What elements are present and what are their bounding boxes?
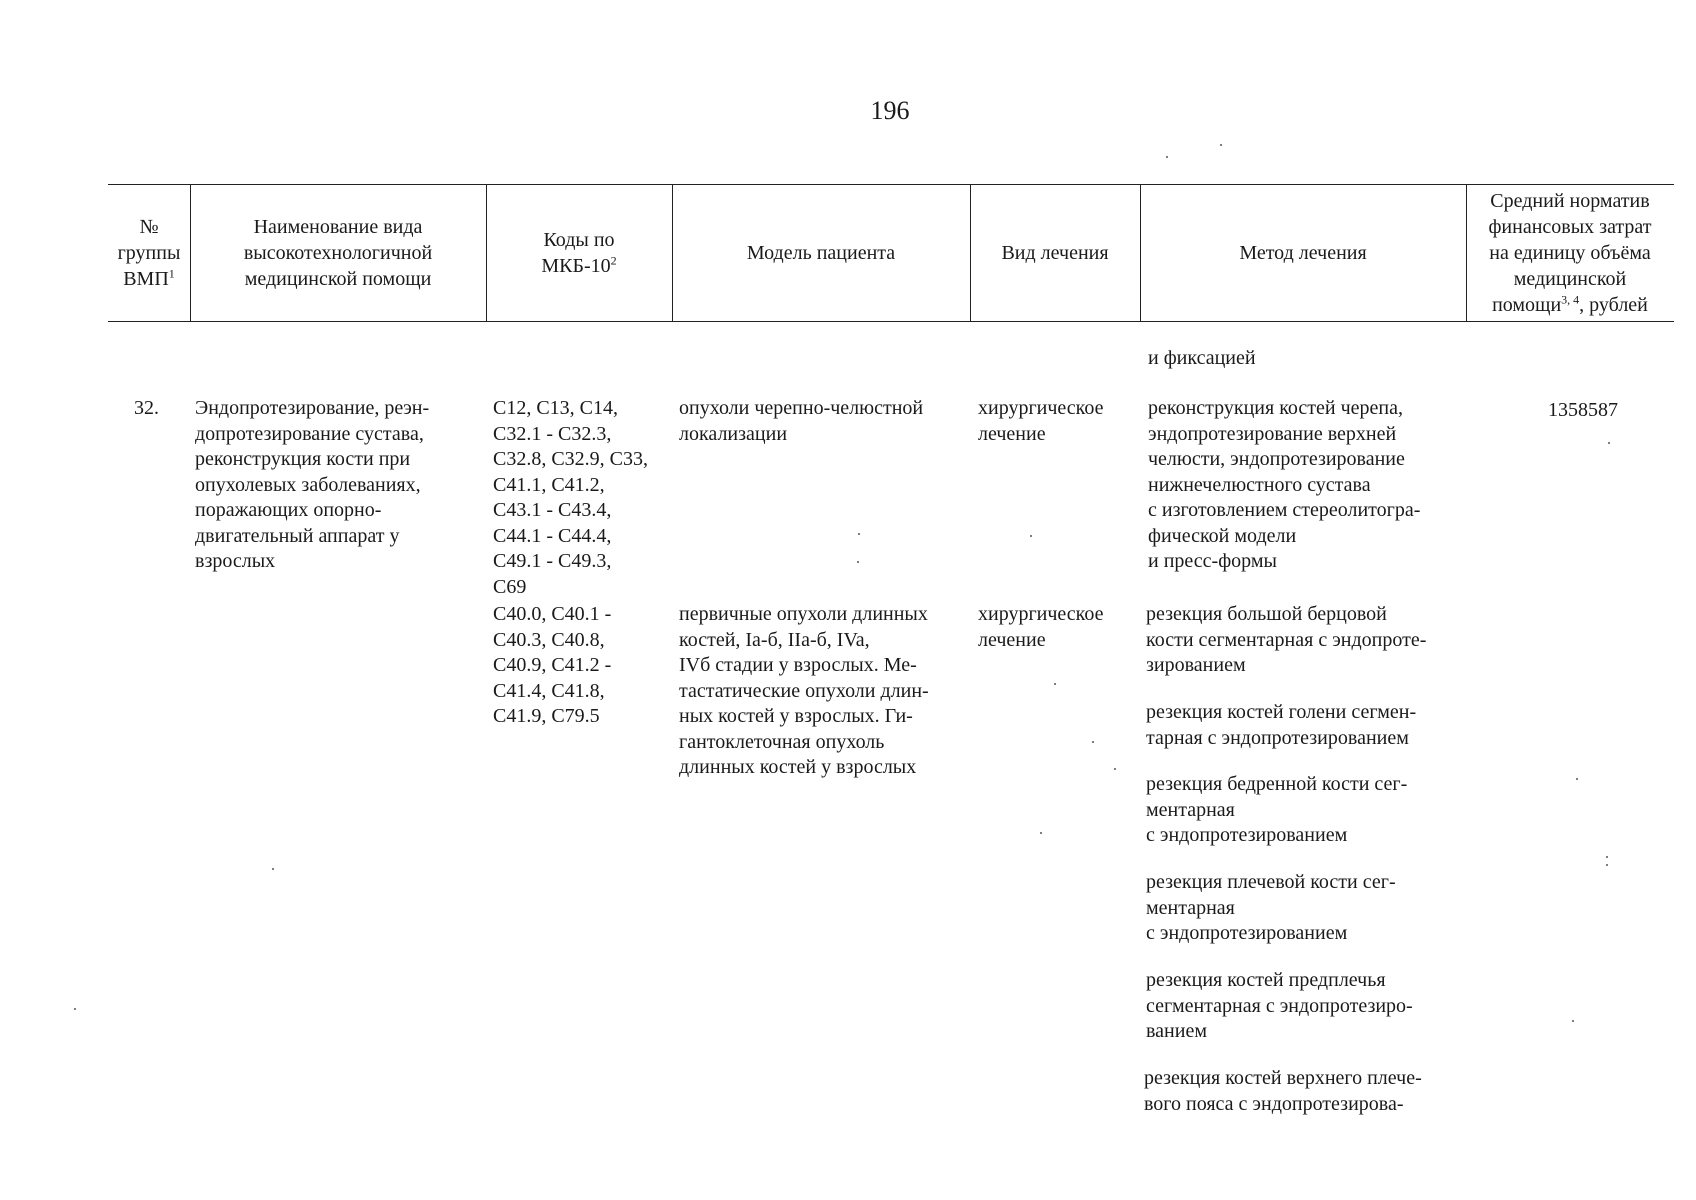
scan-speck xyxy=(1166,156,1168,158)
scan-speck xyxy=(1220,144,1222,146)
header-group-number xyxy=(108,185,190,321)
footnote-mark: 3, 4 xyxy=(1561,292,1580,307)
scan-speck xyxy=(1030,535,1032,537)
treatment-type-block-1: хирургическое лечение xyxy=(978,397,1104,445)
icd-codes-block-2: C40.0, C40.1 - C40.3, C40.8, C40.9, C41.2 - C41.4, C41.8, C41.9, C79.5 xyxy=(493,603,612,727)
scan-speck xyxy=(1114,768,1116,770)
header-treatment-method: Метод лечения xyxy=(1239,242,1367,264)
page-number: 196 xyxy=(870,96,910,125)
table-header xyxy=(108,184,1674,322)
header-cost-line: Средний норматив xyxy=(1490,190,1650,212)
header-icd-codes xyxy=(486,185,672,321)
scan-speck xyxy=(1606,856,1608,858)
treatment-method: резекция большой берцовой кости сегментарная с эндопроте- зированием xyxy=(1146,603,1427,676)
header-codes-line: МКБ-10 xyxy=(541,255,611,277)
treatment-method: резекция плечевой кости сег- ментарная с эндопротезированием xyxy=(1146,871,1396,944)
scan-speck xyxy=(272,868,274,870)
patient-model-block-2: первичные опухоли длинных костей, Ia-б, IIa-б, IVa, IVб стадии у взрослых. Ме- тастатические опухоли длин- ных костей у взрослых. Ги- гантоклеточная опухоль длинных костей у взрослых xyxy=(679,603,929,778)
header-num-line: группы xyxy=(117,242,181,264)
treatment-type-block-2: хирургическое лечение xyxy=(978,603,1104,651)
scan-speck xyxy=(1606,864,1608,866)
treatment-method: реконструкция костей черепа, эндопротезирование верхней челюсти, эндопротезирование нижнечелюстного сустава с изготовлением стереолитогра- фической модели и пресс-формы xyxy=(1148,397,1421,572)
footnote-mark: 1 xyxy=(168,266,175,281)
header-cost-line: финансовых затрат xyxy=(1488,216,1652,238)
treatment-method: резекция костей предплечья сегментарная с эндопротезиро- ванием xyxy=(1146,969,1413,1042)
header-cost-line: помощи xyxy=(1492,294,1562,316)
header-treatment-type: Вид лечения xyxy=(1001,242,1109,264)
header-codes-line: Коды по xyxy=(543,229,615,251)
scan-speck xyxy=(857,561,859,563)
header-cost-standard xyxy=(1466,185,1674,321)
header-cost-line: медицинской xyxy=(1513,268,1627,290)
row-number: 32. xyxy=(134,397,159,419)
header-patient-model: Модель пациента xyxy=(746,242,896,264)
method-continuation: и фиксацией xyxy=(1148,347,1256,369)
treatment-method: резекция костей голени сегмен- тарная с эндопротезированием xyxy=(1146,701,1417,749)
scan-speck xyxy=(1040,832,1042,834)
scan-speck xyxy=(1054,683,1056,685)
header-care-name: Наименование вида высокотехнологичной медицинской помощи xyxy=(243,216,433,290)
header-cost-line: , рублей xyxy=(1579,294,1648,316)
cost-value: 1358587 xyxy=(1548,399,1618,421)
header-cost-line: на единицу объёма xyxy=(1489,242,1651,264)
icd-codes-block-1: C12, C13, C14, C32.1 - C32.3, C32.8, C32.9, C33, C41.1, C41.2, C43.1 - C43.4, C44.1 - C44.4, C49.1 - C49.3, C69 xyxy=(493,397,649,598)
footnote-mark: 2 xyxy=(610,253,617,268)
scan-speck xyxy=(858,533,860,535)
scan-speck xyxy=(1576,778,1578,780)
care-type-name: Эндопротезирование, реэн- допротезирование сустава, реконструкция кости при опухолевых заболеваниях, поражающих опорно- двигательный аппарат у взрослых xyxy=(195,397,430,572)
scan-speck xyxy=(1608,442,1610,444)
treatment-method: резекция бедренной кости сег- ментарная с эндопротезированием xyxy=(1146,773,1408,846)
header-num-line: № xyxy=(139,216,159,238)
treatment-method: резекция костей верхнего плече- вого пояса с эндопротезирова- xyxy=(1144,1067,1422,1115)
patient-model-block-1: опухоли черепно-челюстной локализации xyxy=(679,397,924,445)
scan-speck xyxy=(1092,741,1094,743)
header-num-line: ВМП xyxy=(123,268,169,290)
scan-speck xyxy=(74,1008,76,1010)
scan-speck xyxy=(1572,1020,1574,1022)
